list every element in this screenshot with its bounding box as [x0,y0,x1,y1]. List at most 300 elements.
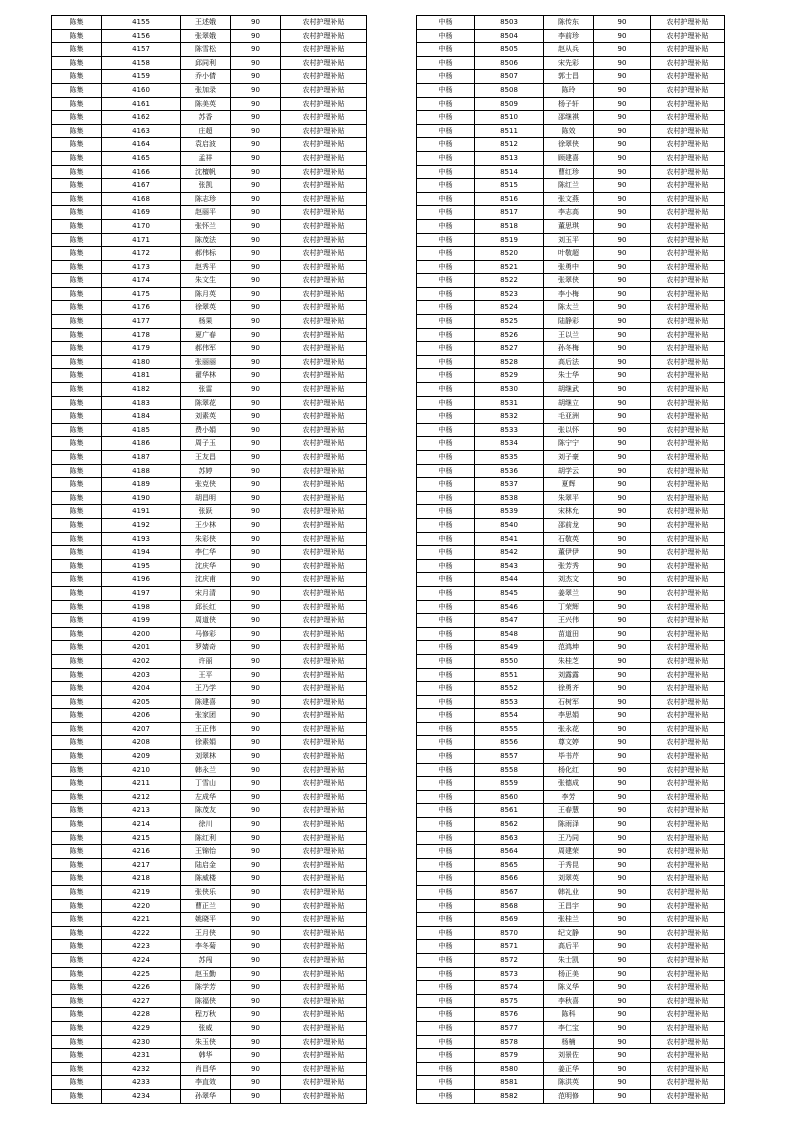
id-cell: 4159 [102,70,181,84]
table-row [52,1076,367,1090]
id-cell: 4234 [102,1089,181,1103]
table-row [52,981,367,995]
id-cell: 8564 [475,845,544,859]
town-cell: 陈集 [52,451,102,465]
id-cell: 8539 [475,505,544,519]
name-cell: 王锦怡 [181,845,231,859]
town-cell: 中杨 [417,1021,475,1035]
id-cell: 4233 [102,1076,181,1090]
amount-cell: 90 [594,1089,651,1103]
id-cell: 8544 [475,573,544,587]
id-cell: 4165 [102,151,181,165]
id-cell: 4226 [102,981,181,995]
town-cell: 陈集 [52,43,102,57]
table-row [417,546,725,560]
amount-cell: 90 [594,410,651,424]
category-cell: 农村护理补贴 [281,1021,367,1035]
town-cell: 中杨 [417,192,475,206]
category-cell: 农村护理补贴 [651,981,725,995]
amount-cell: 90 [594,43,651,57]
table-row [417,410,725,424]
category-cell: 农村护理补贴 [281,16,367,30]
name-cell: 孙冬梅 [544,342,594,356]
id-cell: 4213 [102,804,181,818]
amount-cell: 90 [231,369,281,383]
town-cell: 中杨 [417,994,475,1008]
name-cell: 顾建喜 [544,151,594,165]
id-cell: 8542 [475,546,544,560]
amount-cell: 90 [231,423,281,437]
amount-cell: 90 [594,301,651,315]
category-cell: 农村护理补贴 [651,247,725,261]
amount-cell: 90 [594,247,651,261]
category-cell: 农村护理补贴 [651,790,725,804]
id-cell: 8528 [475,355,544,369]
name-cell: 张以怀 [544,423,594,437]
name-cell: 范鸿坤 [544,641,594,655]
id-cell: 8576 [475,1008,544,1022]
table-row [52,342,367,356]
name-cell: 朱翠平 [544,491,594,505]
name-cell: 张凯 [181,179,231,193]
category-cell: 农村护理补贴 [281,437,367,451]
category-cell: 农村护理补贴 [281,1089,367,1103]
id-cell: 4192 [102,518,181,532]
amount-cell: 90 [231,586,281,600]
name-cell: 刘露露 [544,668,594,682]
id-cell: 4211 [102,777,181,791]
table-row [417,29,725,43]
table-row [52,369,367,383]
category-cell: 农村护理补贴 [281,614,367,628]
table-row [417,872,725,886]
amount-cell: 90 [231,396,281,410]
town-cell: 陈集 [52,260,102,274]
amount-cell: 90 [231,981,281,995]
id-cell: 8541 [475,532,544,546]
town-cell: 陈集 [52,994,102,1008]
amount-cell: 90 [231,1008,281,1022]
amount-cell: 90 [594,913,651,927]
name-cell: 朱士凯 [544,953,594,967]
table-row [52,559,367,573]
table-row [417,573,725,587]
town-cell: 陈集 [52,600,102,614]
amount-cell: 90 [594,953,651,967]
name-cell: 李芳 [544,790,594,804]
category-cell: 农村护理补贴 [281,858,367,872]
name-cell: 石敬英 [544,532,594,546]
amount-cell: 90 [594,886,651,900]
table-row [52,967,367,981]
id-cell: 8553 [475,695,544,709]
category-cell: 农村护理补贴 [281,750,367,764]
town-cell: 陈集 [52,709,102,723]
town-cell: 陈集 [52,586,102,600]
id-cell: 4189 [102,478,181,492]
category-cell: 农村护理补贴 [281,872,367,886]
id-cell: 8568 [475,899,544,913]
town-cell: 陈集 [52,396,102,410]
name-cell: 陈义华 [544,981,594,995]
id-cell: 8563 [475,831,544,845]
table-row [417,342,725,356]
name-cell: 陈传东 [544,16,594,30]
table-row [417,736,725,750]
amount-cell: 90 [231,573,281,587]
table-row [417,437,725,451]
name-cell: 张翠娥 [181,29,231,43]
id-cell: 4175 [102,287,181,301]
town-cell: 陈集 [52,818,102,832]
name-cell: 王友昌 [181,451,231,465]
amount-cell: 90 [594,1049,651,1063]
table-row [52,464,367,478]
category-cell: 农村护理补贴 [281,831,367,845]
table-row [417,43,725,57]
amount-cell: 90 [594,586,651,600]
name-cell: 李志高 [544,206,594,220]
town-cell: 中杨 [417,206,475,220]
id-cell: 8505 [475,43,544,57]
id-cell: 4186 [102,437,181,451]
town-cell: 陈集 [52,247,102,261]
category-cell: 农村护理补贴 [651,451,725,465]
id-cell: 4232 [102,1062,181,1076]
name-cell: 陈建喜 [181,695,231,709]
name-cell: 沈庆甫 [181,573,231,587]
table-row [52,804,367,818]
category-cell: 农村护理补贴 [651,1089,725,1103]
town-cell: 陈集 [52,192,102,206]
name-cell: 张跃 [181,505,231,519]
name-cell: 陈美英 [181,97,231,111]
town-cell: 陈集 [52,505,102,519]
amount-cell: 90 [594,437,651,451]
category-cell: 农村护理补贴 [281,233,367,247]
amount-cell: 90 [594,274,651,288]
name-cell: 韩永兰 [181,763,231,777]
id-cell: 4197 [102,586,181,600]
id-cell: 4160 [102,83,181,97]
table-row [417,627,725,641]
amount-cell: 90 [231,165,281,179]
table-row [52,260,367,274]
name-cell: 郝伟标 [181,247,231,261]
town-cell: 中杨 [417,818,475,832]
amount-cell: 90 [594,695,651,709]
category-cell: 农村护理补贴 [281,342,367,356]
amount-cell: 90 [594,654,651,668]
category-cell: 农村护理补贴 [281,451,367,465]
town-cell: 中杨 [417,1008,475,1022]
name-cell: 陈学芳 [181,981,231,995]
town-cell: 陈集 [52,682,102,696]
category-cell: 农村护理补贴 [651,301,725,315]
category-cell: 农村护理补贴 [651,328,725,342]
category-cell: 农村护理补贴 [651,886,725,900]
table-row [417,695,725,709]
town-cell: 中杨 [417,804,475,818]
table-row [417,396,725,410]
amount-cell: 90 [594,56,651,70]
id-cell: 8552 [475,682,544,696]
table-row [52,600,367,614]
amount-cell: 90 [594,206,651,220]
amount-cell: 90 [231,83,281,97]
id-cell: 4230 [102,1035,181,1049]
town-cell: 中杨 [417,1076,475,1090]
name-cell: 刘玉平 [544,233,594,247]
category-cell: 农村护理补贴 [281,247,367,261]
table-row [52,179,367,193]
name-cell: 袁启波 [181,138,231,152]
amount-cell: 90 [594,614,651,628]
category-cell: 农村护理补贴 [281,845,367,859]
table-row [52,233,367,247]
name-cell: 罗婧奇 [181,641,231,655]
name-cell: 陈玲 [544,83,594,97]
category-cell: 农村护理补贴 [651,274,725,288]
category-cell: 农村护理补贴 [281,777,367,791]
id-cell: 8511 [475,124,544,138]
category-cell: 农村护理补贴 [651,1049,725,1063]
id-cell: 8512 [475,138,544,152]
id-cell: 4173 [102,260,181,274]
amount-cell: 90 [594,559,651,573]
amount-cell: 90 [594,233,651,247]
name-cell: 赵玉勤 [181,967,231,981]
name-cell: 许丽 [181,654,231,668]
name-cell: 高后平 [544,940,594,954]
id-cell: 8548 [475,627,544,641]
id-cell: 8507 [475,70,544,84]
amount-cell: 90 [231,16,281,30]
town-cell: 陈集 [52,695,102,709]
table-row [52,491,367,505]
category-cell: 农村护理补贴 [651,355,725,369]
category-cell: 农村护理补贴 [651,600,725,614]
table-row [52,247,367,261]
amount-cell: 90 [594,831,651,845]
amount-cell: 90 [594,505,651,519]
town-cell: 陈集 [52,478,102,492]
table-row [417,1089,725,1103]
table-row [417,1062,725,1076]
amount-cell: 90 [594,926,651,940]
name-cell: 翟华林 [181,369,231,383]
name-cell: 陈翠花 [181,396,231,410]
name-cell: 朱文生 [181,274,231,288]
amount-cell: 90 [594,83,651,97]
amount-cell: 90 [594,491,651,505]
amount-cell: 90 [594,872,651,886]
town-cell: 中杨 [417,845,475,859]
id-cell: 8527 [475,342,544,356]
id-cell: 8513 [475,151,544,165]
name-cell: 李直效 [181,1076,231,1090]
amount-cell: 90 [231,546,281,560]
category-cell: 农村护理补贴 [651,654,725,668]
table-row [52,301,367,315]
id-cell: 4183 [102,396,181,410]
name-cell: 陈福侠 [181,994,231,1008]
category-cell: 农村护理补贴 [281,682,367,696]
category-cell: 农村护理补贴 [651,804,725,818]
table-row [417,1076,725,1090]
category-cell: 农村护理补贴 [651,83,725,97]
town-cell: 中杨 [417,614,475,628]
category-cell: 农村护理补贴 [651,899,725,913]
town-cell: 陈集 [52,777,102,791]
amount-cell: 90 [594,1062,651,1076]
amount-cell: 90 [231,151,281,165]
id-cell: 8543 [475,559,544,573]
category-cell: 农村护理补贴 [281,981,367,995]
category-cell: 农村护理补贴 [281,274,367,288]
id-cell: 4220 [102,899,181,913]
town-cell: 中杨 [417,750,475,764]
table-row [417,967,725,981]
table-row [417,750,725,764]
category-cell: 农村护理补贴 [651,994,725,1008]
id-cell: 4225 [102,967,181,981]
id-cell: 4185 [102,423,181,437]
name-cell: 董伊伊 [544,546,594,560]
town-cell: 中杨 [417,151,475,165]
name-cell: 董思琪 [544,219,594,233]
table-row [417,464,725,478]
name-cell: 张文燕 [544,192,594,206]
town-cell: 中杨 [417,1089,475,1103]
category-cell: 农村护理补贴 [281,899,367,913]
category-cell: 农村护理补贴 [281,111,367,125]
category-cell: 农村护理补贴 [651,831,725,845]
town-cell: 中杨 [417,219,475,233]
name-cell: 陈宁宁 [544,437,594,451]
table-row [52,287,367,301]
town-cell: 中杨 [417,247,475,261]
table-row [52,668,367,682]
name-cell: 王乃学 [181,682,231,696]
id-cell: 8557 [475,750,544,764]
id-cell: 4201 [102,641,181,655]
category-cell: 农村护理补贴 [281,464,367,478]
id-cell: 4176 [102,301,181,315]
name-cell: 陈茂友 [181,804,231,818]
table-row [52,1062,367,1076]
category-cell: 农村护理补贴 [281,518,367,532]
town-cell: 陈集 [52,151,102,165]
amount-cell: 90 [594,355,651,369]
amount-cell: 90 [594,858,651,872]
town-cell: 中杨 [417,260,475,274]
category-cell: 农村护理补贴 [281,886,367,900]
id-cell: 4199 [102,614,181,628]
id-cell: 4162 [102,111,181,125]
amount-cell: 90 [231,804,281,818]
name-cell: 苏香 [181,111,231,125]
id-cell: 8537 [475,478,544,492]
town-cell: 陈集 [52,886,102,900]
town-cell: 中杨 [417,899,475,913]
name-cell: 陈雪松 [181,43,231,57]
town-cell: 中杨 [417,437,475,451]
table-row [52,777,367,791]
id-cell: 4223 [102,940,181,954]
id-cell: 4166 [102,165,181,179]
id-cell: 8562 [475,818,544,832]
table-row [52,1049,367,1063]
id-cell: 4231 [102,1049,181,1063]
amount-cell: 90 [594,97,651,111]
category-cell: 农村护理补贴 [651,410,725,424]
name-cell: 张怀兰 [181,219,231,233]
category-cell: 农村护理补贴 [651,559,725,573]
category-cell: 农村护理补贴 [651,315,725,329]
amount-cell: 90 [231,97,281,111]
name-cell: 陈月英 [181,287,231,301]
id-cell: 8559 [475,777,544,791]
table-row [417,926,725,940]
amount-cell: 90 [231,56,281,70]
category-cell: 农村护理补贴 [281,736,367,750]
category-cell: 农村护理补贴 [651,736,725,750]
name-cell: 张威 [181,1021,231,1035]
table-row [417,886,725,900]
amount-cell: 90 [594,736,651,750]
amount-cell: 90 [594,627,651,641]
town-cell: 陈集 [52,1089,102,1103]
category-cell: 农村护理补贴 [281,179,367,193]
id-cell: 8556 [475,736,544,750]
id-cell: 4161 [102,97,181,111]
name-cell: 杨正美 [544,967,594,981]
name-cell: 郭士昌 [544,70,594,84]
category-cell: 农村护理补贴 [281,722,367,736]
amount-cell: 90 [231,247,281,261]
amount-cell: 90 [231,763,281,777]
town-cell: 中杨 [417,478,475,492]
town-cell: 陈集 [52,1035,102,1049]
town-cell: 陈集 [52,532,102,546]
id-cell: 4177 [102,315,181,329]
category-cell: 农村护理补贴 [651,124,725,138]
town-cell: 陈集 [52,437,102,451]
name-cell: 张加录 [181,83,231,97]
name-cell: 张翠侠 [544,274,594,288]
id-cell: 8573 [475,967,544,981]
id-cell: 8569 [475,913,544,927]
amount-cell: 90 [231,858,281,872]
name-cell: 张勇中 [544,260,594,274]
id-cell: 8535 [475,451,544,465]
table-row [52,219,367,233]
id-cell: 4157 [102,43,181,57]
table-row [417,70,725,84]
table-row [52,16,367,30]
name-cell: 徐翠侠 [544,138,594,152]
name-cell: 张德成 [544,777,594,791]
category-cell: 农村护理补贴 [281,1049,367,1063]
table-row [417,491,725,505]
name-cell: 刘子豪 [544,451,594,465]
name-cell: 陈雨泽 [544,818,594,832]
table-row [52,899,367,913]
name-cell: 丁荣辉 [544,600,594,614]
name-cell: 孟祥 [181,151,231,165]
town-cell: 中杨 [417,1049,475,1063]
